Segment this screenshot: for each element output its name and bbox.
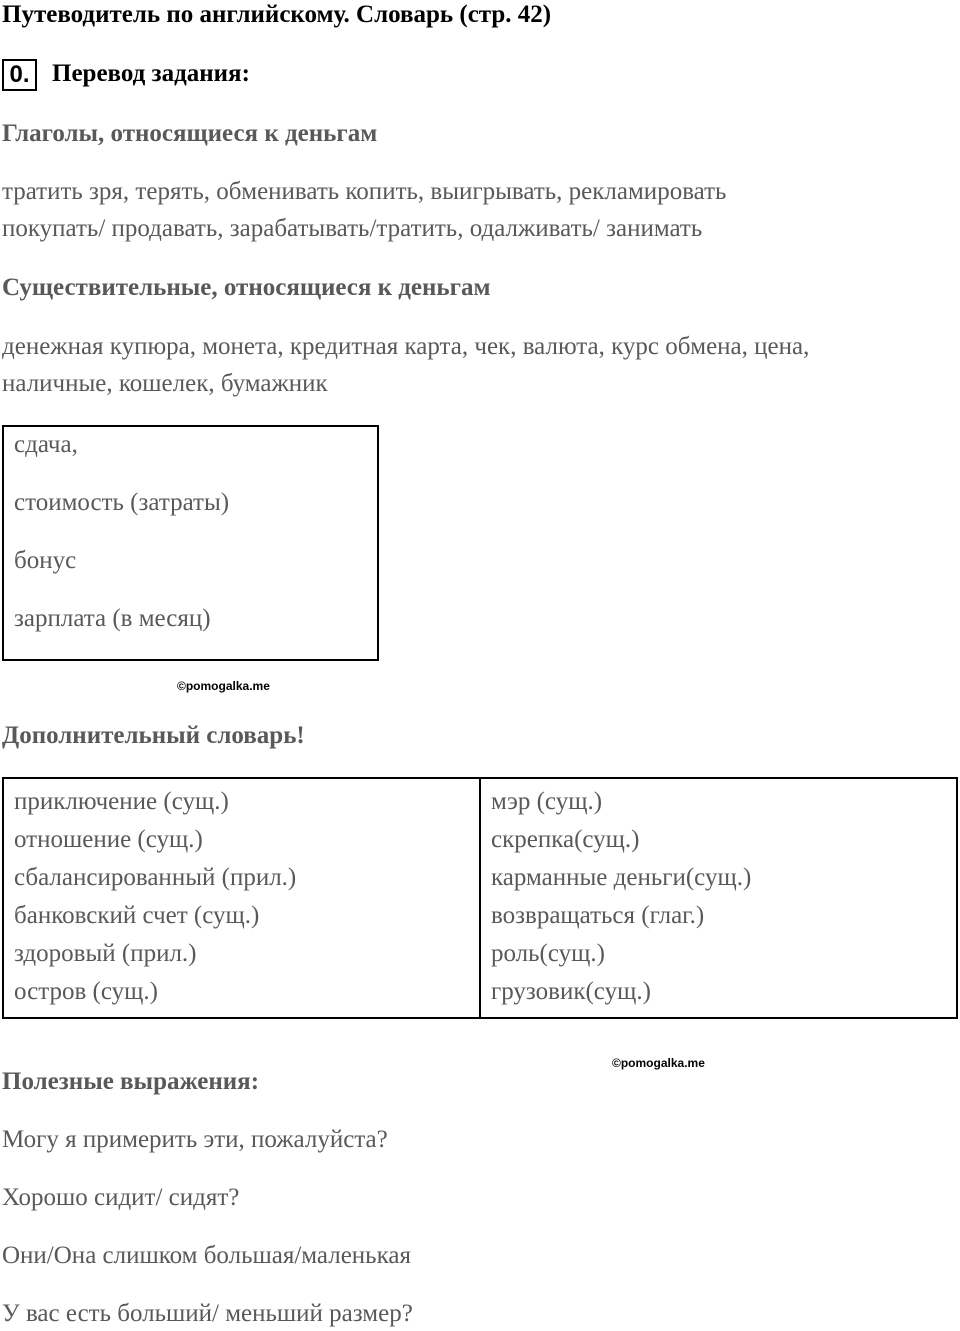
- verbs-line: тратить зря, терять, обменивать копить, выигрывать, рекламировать: [2, 178, 727, 205]
- watermark: ©pomogalka.me: [612, 1056, 705, 1070]
- box-item: стоимость (затраты): [14, 489, 230, 516]
- nouns-line: наличные, кошелек, бумажник: [2, 370, 328, 397]
- dictionary-entry: роль(сущ.): [491, 940, 605, 967]
- phrase-item: Они/Она слишком большая/маленькая: [2, 1242, 411, 1269]
- dictionary-entry: сбалансированный (прил.): [14, 864, 297, 891]
- nouns-heading: Существительные, относящиеся к деньгам: [2, 274, 491, 301]
- nouns-paragraph: [2, 328, 952, 402]
- box-item: сдача,: [14, 431, 78, 458]
- box-item: зарплата (в месяц): [14, 605, 211, 632]
- phrases-heading: Полезные выражения:: [2, 1068, 260, 1095]
- watermark: ©pomogalka.me: [177, 679, 270, 693]
- dictionary-entry: возвращаться (глаг.): [491, 902, 705, 929]
- extra-dictionary-heading: Дополнительный словарь!: [2, 722, 305, 749]
- box-item: бонус: [14, 547, 77, 574]
- dictionary-entry: остров (сущ.): [14, 978, 158, 1005]
- dictionary-entry: мэр (сущ.): [491, 788, 603, 815]
- dictionary-entry: здоровый (прил.): [14, 940, 197, 967]
- nouns-line: денежная купюра, монета, кредитная карта, чек, валюта, курс обмена, цена,: [2, 333, 810, 360]
- dictionary-entry: банковский счет (сущ.): [14, 902, 260, 929]
- phrase-item: Могу я примерить эти, пожалуйста?: [2, 1126, 388, 1153]
- task-number-box: 0.: [2, 59, 37, 91]
- dictionary-entry: скрепка(сущ.): [491, 826, 640, 853]
- dictionary-entry: грузовик(сущ.): [491, 978, 651, 1005]
- dictionary-entry: отношение (сущ.): [14, 826, 203, 853]
- phrase-item: Хорошо сидит/ сидят?: [2, 1184, 240, 1211]
- dictionary-entry: карманные деньги(сущ.): [491, 864, 752, 891]
- table-row: [3, 778, 957, 1018]
- verbs-heading: Глаголы, относящиеся к деньгам: [2, 120, 378, 147]
- money-terms-box: [2, 425, 379, 661]
- table-cell-right: [480, 778, 957, 1018]
- dictionary-entry: приключение (сущ.): [14, 788, 229, 815]
- page-title: Путеводитель по английскому. Словарь (стр. 42): [2, 1, 552, 28]
- table-cell-left: [3, 778, 480, 1018]
- phrase-item: У вас есть больший/ меньший размер?: [2, 1300, 413, 1327]
- verbs-line: покупать/ продавать, зарабатывать/тратить, одалживать/ занимать: [2, 215, 703, 242]
- task-label: Перевод задания:: [52, 60, 250, 87]
- extra-dictionary-table: [2, 777, 958, 1019]
- verbs-paragraph: [2, 173, 952, 247]
